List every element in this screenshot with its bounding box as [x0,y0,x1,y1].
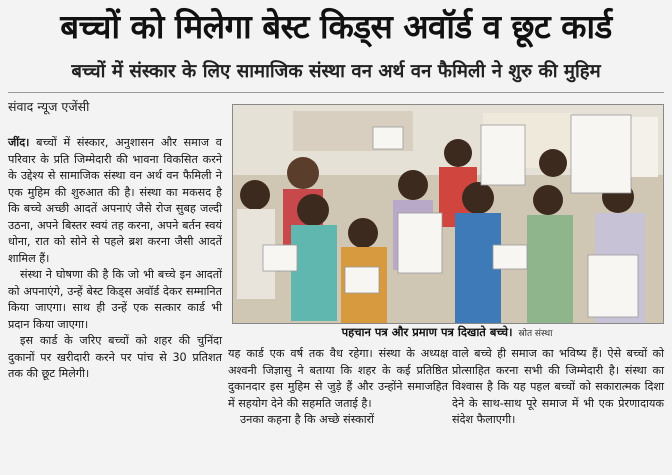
news-photo [232,104,664,324]
headline: बच्चों को मिलेगा बेस्ट किड्स अवॉर्ड व छूट कार्ड [60,7,612,46]
caption-text: पहचान पत्र और प्रमाण पत्र दिखाते बच्चे। [341,325,513,339]
paragraph: यह कार्ड एक वर्ष तक वैध रहेगा। संस्था के अध्यक्ष अश्वनी जिज्ञासु ने बताया कि शहर के कई प्रतिष्ठित दुकानदार इस मुहिम से जुड़े हैं और उन्होंने समाजहित में सहयोग देने की सहमति जताई है। [228,347,448,410]
photo-credit: स्रोत संस्था [518,329,553,339]
article-column-2 [228,346,448,468]
byline: संवाद न्यूज एजेंसी [8,99,90,114]
photo-caption [232,322,662,342]
dateline: जींद। [8,136,30,149]
children-holding-certificates-illustration [233,105,663,323]
article-column-1 [8,135,222,465]
paragraph-text: बच्चों में संस्कार, अनुशासन और समाज व परिवार के प्रति जिम्मेदारी की भावना विकसित करने के उद्देश्य से सामाजिक संस्था वन अर्थ वन फैमिली ने एक मुहिम की शुरुआत की है। संस्था का मकसद है कि बच्चे अच्छी आदतें अपनाएं जैसे रोज सुबह जल्दी उठना, अपने बिस्तर स्वयं तह करना, अपने बर्तन स्वयं धोना, रात को सोने से पहले ब्रश करना जैसी आदतें शामिल हैं। [8,136,222,265]
paragraph: वाले बच्चे ही समाज का भविष्य हैं। ऐसे बच्चों को प्रोत्साहित करना सभी की जिम्मेदारी है। संस्था का विश्वास है कि यह पहल बच्चों को सकारात्मक दिशा देने के साथ-साथ पूरे समाज में भी एक प्रेरणादायक संदेश फैलाएगी। [452,347,664,426]
divider [8,92,664,93]
paragraph: संस्था ने घोषणा की है कि जो भी बच्चे इन आदतों को अपनाएंगे, उन्हें बेस्ट किड्स अवॉर्ड देकर सम्मानित किया जाएगा। साथ ही उन्हें एक सत्कार कार्ड भी प्रदान किया जाएगा। [8,268,222,331]
paragraph [8,135,222,267]
article-column-3 [452,346,664,468]
paragraph: उनका कहना है कि अच्छे संस्कारों [240,413,375,426]
paragraph: इस कार्ड के जरिए बच्चों को शहर की चुनिंदा दुकानों पर खरीदारी करने पर पांच से 30 प्रतिशत तक की छूट मिलेगी। [8,334,222,380]
subheadline: बच्चों में संस्कार के लिए सामाजिक संस्था वन अर्थ वन फैमिली ने शुरु की मुहिम [71,61,601,82]
